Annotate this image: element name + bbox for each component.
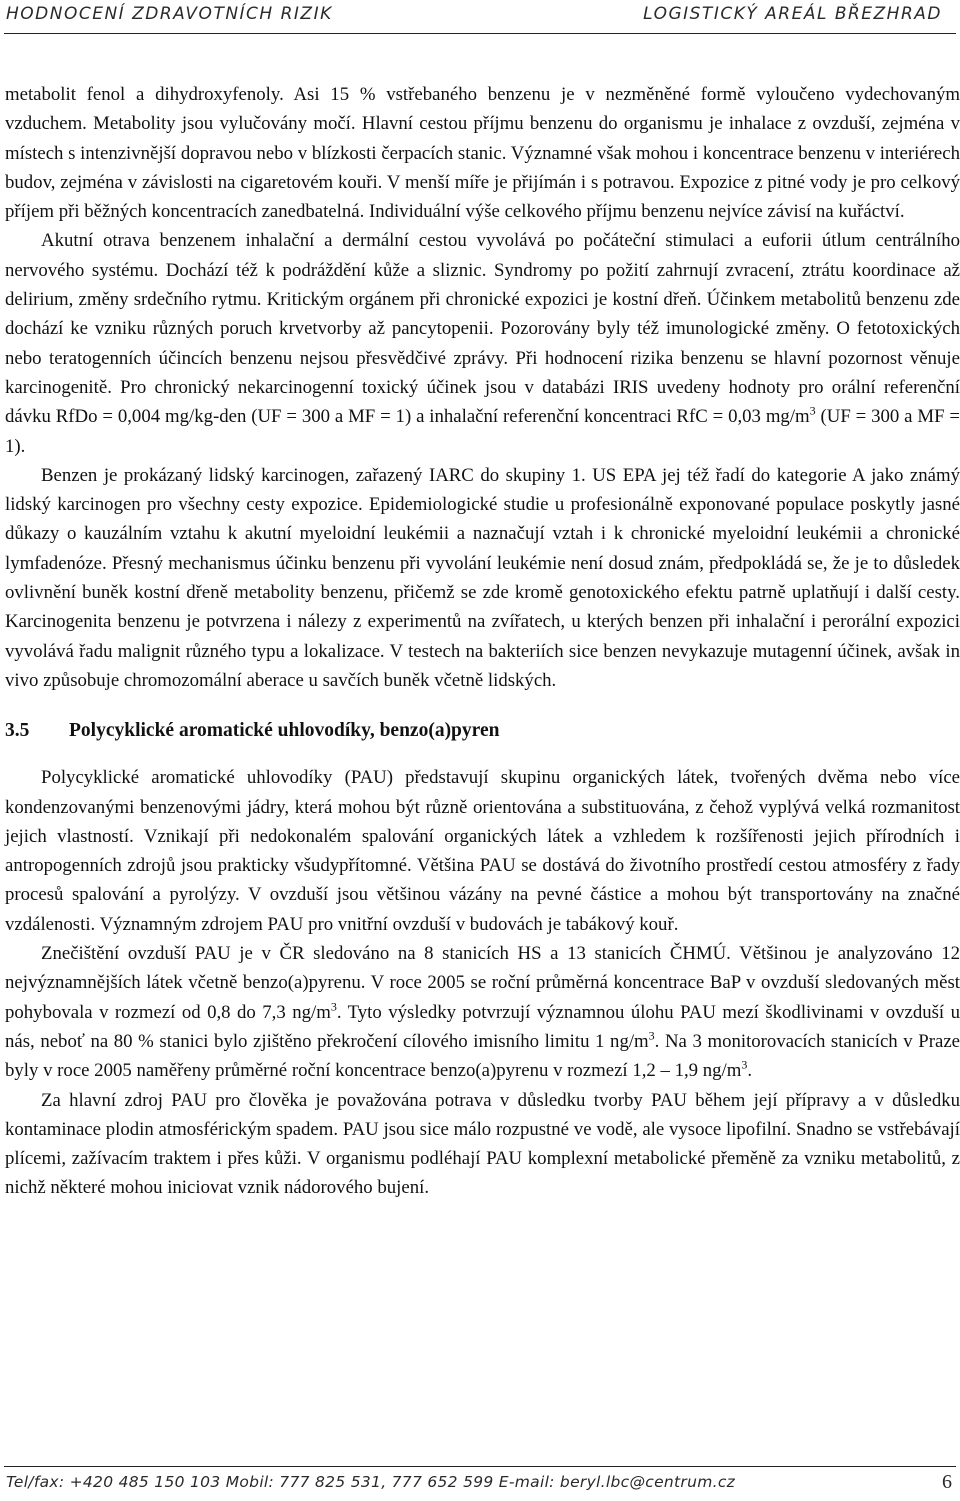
page-header: [0, 0, 960, 36]
header-title-right: LOGISTICKÝ AREÁL BŘEZHRAD: [643, 4, 942, 24]
paragraph-text: .: [747, 1060, 753, 1082]
paragraph-benzene-carcinogen: [5, 461, 960, 695]
document-body: [5, 80, 960, 1203]
header-title-left: HODNOCENÍ ZDRAVOTNÍCH RIZIK: [6, 4, 333, 24]
section-heading: [5, 718, 960, 744]
section-title: Polycyklické aromatické uhlovodíky, benzo(a)pyren: [69, 720, 500, 742]
paragraph-text: Znečištění ovzduší PAU je v ČR sledováno na 8 stanicích HS a 13 stanicích ČHMÚ. Většinou je analyzováno 12 nejvýznamnějších látek včetně benzo(a)pyrenu. V roce 2005 se roční průměrná koncentrace BaP v ovzduší sledovaných měst pohybovala v rozmezí od 0,8 do 7,3 ng/m: [5, 943, 960, 1023]
paragraph-text: metabolit fenol a dihydroxyfenoly. Asi 15 % vstřebaného benzenu je v nezměněné formě vyloučeno vydechovaným vzduchem. Metabolity jsou vylučovány močí. Hlavní cestou příjmu benzenu do organismu je inhalace z ovzduší, zejména v místech s intenzivnější dopravou nebo v blízkosti čerpacích stanic. Významné však mohou i koncentrace benzenu v interiérech budov, zejména v závislosti na cigaretovém kouři. V menší míře je přijímán i s potravou. Expozice z pitné vody je pro celkový příjem při běžných koncentracích zanedbatelná. Individuální výše celkového příjmu benzenu nejvíce závisí na kuřáctví.: [5, 84, 960, 223]
superscript: 3: [741, 1057, 748, 1072]
paragraph-text: Za hlavní zdroj PAU pro člověka je považována potrava v důsledku tvorby PAU během její přípravy a v důsledku kontaminace plodin atmosférickým spadem. PAU jsou sice málo rozpustné ve vodě, ale vysoce lipofilní. Snadno se vstřebávají plícemi, zažívacím traktem i přes kůži. V organismu podléhají PAU komplexní metabolické přeměně za vzniku metabolitů, z nichž některé mohou iniciovat vznik nádorového bujení.: [5, 1089, 960, 1199]
superscript: 3: [330, 999, 337, 1014]
paragraph-text: (UF = 300 a MF = 1).: [5, 406, 960, 457]
paragraph-pah-intro: [5, 763, 960, 939]
paragraph-text: Akutní otrava benzenem inhalační a dermální cestou vyvolává po počáteční stimulaci a euforii útlum centrálního nervového systému. Dochází též k podráždění kůže a sliznic. Syndromy po požití zahrnují zvracení, ztrátu koordinace až delirium, změny srdečního rytmu. Kritickým orgánem při chronické expozici je kostní dřeň. Účinkem metabolitů benzenu zde dochází ke vzniku různých poruch krvetvorby až pancytopenii. Pozorovány byly též imunologické změny. O fetotoxických nebo teratogenních účincích benzenu nejsou přesvědčivé zprávy. Při hodnocení rizika benzenu se hlavní pozornost věnuje karcinogenitě. Pro chronický nekarcinogenní toxický účinek jsou v databázi IRIS uvedeny hodnoty pro orální referenční dávku RfDo = 0,004 mg/kg-den (UF = 300 a MF = 1) a inhalační referenční koncentraci RfC = 0,03 mg/m: [5, 230, 960, 428]
superscript: 3: [809, 404, 816, 418]
paragraph-benzene-exposure: [5, 80, 960, 226]
paragraph-text: . Tyto výsledky potvrzují významnou úlohu PAU mezí škodlivinami v ovzduší u nás, neboť na 80 % stanici bylo zjištěno překročení cílového imisního limitu 1 ng/m: [5, 1001, 960, 1052]
page-footer: [0, 1466, 960, 1501]
superscript: 3: [648, 1028, 655, 1043]
paragraph-pah-sources: [5, 1086, 960, 1203]
header-rule: [4, 33, 956, 34]
paragraph-text: Benzen je prokázaný lidský karcinogen, zařazený IARC do skupiny 1. US EPA jej též řadí do kategorie A jako známý lidský karcinogen pro všechny cesty expozice. Epidemiologické studie u profesionálně exponované populace poskytly jasné důkazy o kauzálním vztahu k akutní myeloidní leukémii a naznačují vztah i k chronické myeloidní leukémii a chronické lymfadenóze. Přesný mechanismus účinku benzenu při vyvolání leukémie není dosud znám, předpokládá se, že je to důsledek ovlivnění buněk kostní dřeně metabolity benzenu, přičemž se zde kromě genotoxického efektu patrně uplatňují i další cesty. Karcinogenita benzenu je potvrzena i nálezy z experimentů na zvířatech, u kterých benzen při inhalační i perorální expozici vyvolává řadu malignit různého typu a lokalizace. V testech na bakteriích sice benzen nevykazuje mutagenní účinek, avšak in vivo způsobuje chromozomální aberace u savčích buněk včetně lidských.: [5, 464, 960, 691]
section-number: 3.5: [5, 720, 30, 742]
paragraph-text: Polycyklické aromatické uhlovodíky (PAU) představují skupinu organických látek, tvořených dvěma nebo více kondenzovanými benzenovými jádry, která mohou být různě orientována a substituována, z čehož vyplývá velká rozmanitost jejich vlastností. Vznikají při nedokonalém spalování organických látek a vzhledem k rozšířenosti jejich přírodních i antropogenních zdrojů jsou prakticky všudypřítomné. Většina PAU se dostává do životního prostředí cestou atmosféry z řady procesů spalování a pyrolýzy. V ovzduší jsou většinou vázány na pevné částice a mohou být transportovány na značné vzdálenosti. Významným zdrojem PAU pro vnitřní ovzduší v budovách je tabákový kouř.: [5, 767, 960, 935]
paragraph-pah-monitoring: [5, 939, 960, 1085]
page-number: 6: [942, 1471, 952, 1493]
paragraph-benzene-toxicity: [5, 226, 960, 460]
footer-contact: Tel/fax: +420 485 150 103 Mobil: 777 825 531, 777 652 599 E-mail: beryl.lbc@centrum.cz: [6, 1473, 736, 1491]
paragraph-text: . Na 3 monitorovacích stanicích v Praze byly v roce 2005 naměřeny průměrné roční koncentrace benzo(a)pyrenu v rozmezí 1,2 – 1,9 ng/m: [5, 1030, 960, 1082]
